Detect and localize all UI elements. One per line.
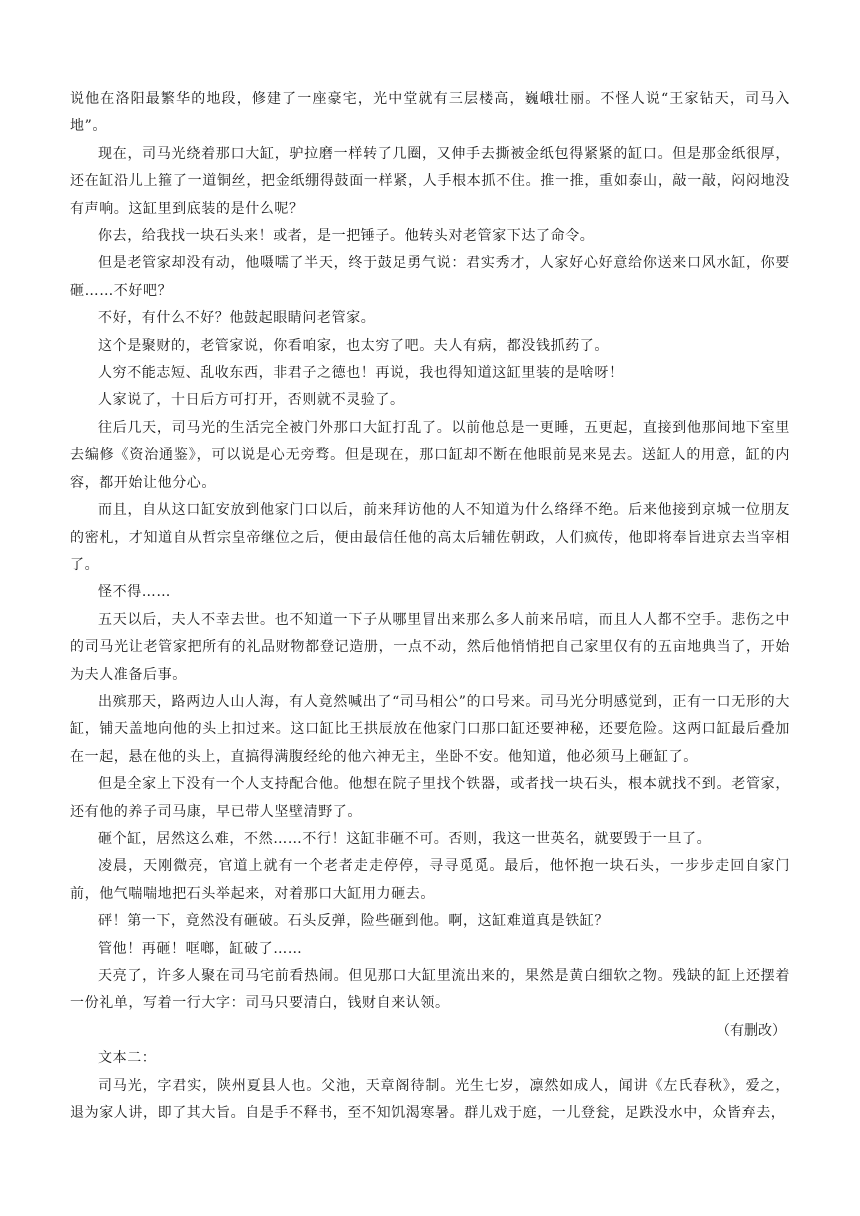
paragraph-5: 这个是聚财的，老管家说，你看咱家，也太穷了吧。夫人有病，都没钱抓药了。 — [98, 337, 609, 354]
paragraph-18: 天亮了，许多人聚在司马宅前看热闹。但见那口大缸里流出来的，果然是黄白细软之物。残缺的缸上还摆着一份礼单，写着一行大字：司马只要清白，钱财自来认领。 — [70, 968, 790, 1012]
paragraph-4: 不好，有什么不好？他鼓起眼睛问老管家。 — [98, 310, 376, 327]
paragraph-9: 而且，自从这口缸安放到他家门口以后，前来拜访他的人不知道为什么络绎不绝。后来他接到京城一位朋友的密札，才知道自从哲宗皇帝继位之后，便由最信任他的高太后辅佐朝政，人们疯传，他即将奉旨进京去当宰相了。 — [70, 502, 790, 573]
paragraph-0: 说他在洛阳最繁华的地段，修建了一座豪宅，光中堂就有三层楼高，巍峨壮丽。不怪人说“王家钻天，司马入地”。 — [70, 91, 790, 135]
paragraph-8: 往后几天，司马光的生活完全被门外那口大缸打乱了。以前他总是一更睡，五更起，直接到他那间地下室里去编修《资治通鉴》，可以说是心无旁骛。但是现在，那口缸却不断在他眼前晃来晃去。送缸人的用意，缸的内容，都开始让他分心。 — [70, 419, 790, 491]
paragraph-3: 但是老管家却没有动，他嗫嚅了半天，终于鼓足勇气说：君实秀才，人家好心好意给你送来口风水缸，你要砸……不好吧？ — [70, 255, 790, 299]
paragraph-1: 现在，司马光绕着那口大缸，驴拉磨一样转了几圈，又伸手去撕被金纸包得紧紧的缸口。但是那金纸很厚，还在缸沿儿上箍了一道铜丝，把金纸绷得鼓面一样紧，人手根本抓不住。推一推，重如泰山，敲一敲，闷闷地没有声响。这缸里到底装的是什么呢？ — [70, 145, 790, 217]
paragraph-6: 人穷不能志短、乱收东西，非君子之德也！再说，我也得知道这缸里装的是啥呀！ — [98, 365, 624, 382]
paragraph-15: 凌晨，天刚微亮，官道上就有一个老者走走停停，寻寻觅觅。最后，他怀抱一块石头，一步步走回自家门前，他气喘喘地把石头举起来，对着那口大缸用力砸去。 — [70, 858, 790, 902]
text2-paragraph: 司马光，字君实，陕州夏县人也。父池，天章阁待制。光生七岁，凛然如成人，闻讲《左氏春秋》，爱之，退为家人讲，即了其大旨。自是手不释书，至不知饥渴寒暑。群儿戏于庭，一儿登瓮，足跌没水中，众皆弃去， — [70, 1077, 790, 1122]
paragraph-17: 管他！再砸！哐啷，缸破了…… — [98, 940, 303, 957]
paragraph-11: 五天以后，夫人不幸去世。也不知道一下子从哪里冒出来那么多人前来吊唁，而且人人都不空手。悲伤之中的司马光让老管家把所有的礼品财物都登记造册，一点不动，然后他悄悄把自己家里仅有的五亩地典当了，开始为夫人准备后事。 — [70, 611, 790, 683]
paragraph-12: 出殡那天，路两边人山人海，有人竟然喊出了“司马相公”的口号来。司马光分明感觉到，正有一口无形的大缸，铺天盖地向他的头上扣过来。这口缸比王拱辰放在他家门口那口缸还要神秘，还要危险。这两口缸最后叠加在一起，悬在他的头上，直搞得满腹经纶的他六神无主，坐卧不安。他知道，他必须马上砸缸了。 — [70, 693, 790, 765]
paragraph-16: 砰！第一下，竟然没有砸破。石头反弹，险些砸到他。啊，这缸难道真是铁缸？ — [98, 913, 609, 930]
paragraph-14: 砸个缸，居然这么难，不然……不行！这缸非砸不可。否则，我这一世英名，就要毁于一旦了。 — [98, 830, 712, 847]
source-note: （有删改） — [716, 1022, 786, 1039]
paragraph-10: 怪不得…… — [98, 584, 171, 601]
paragraph-13: 但是全家上下没有一个人支持配合他。他想在院子里找个铁器，或者找一块石头，根本就找不到。老管家，还有他的养子司马康，早已带人坚壁清野了。 — [70, 776, 790, 820]
paragraph-2: 你去，给我找一块石头来！或者，是一把锤子。他转头对老管家下达了命令。 — [98, 228, 595, 245]
text2-heading: 文本二： — [98, 1050, 157, 1067]
paragraph-7: 人家说了，十日后方可打开，否则就不灵验了。 — [98, 392, 405, 409]
